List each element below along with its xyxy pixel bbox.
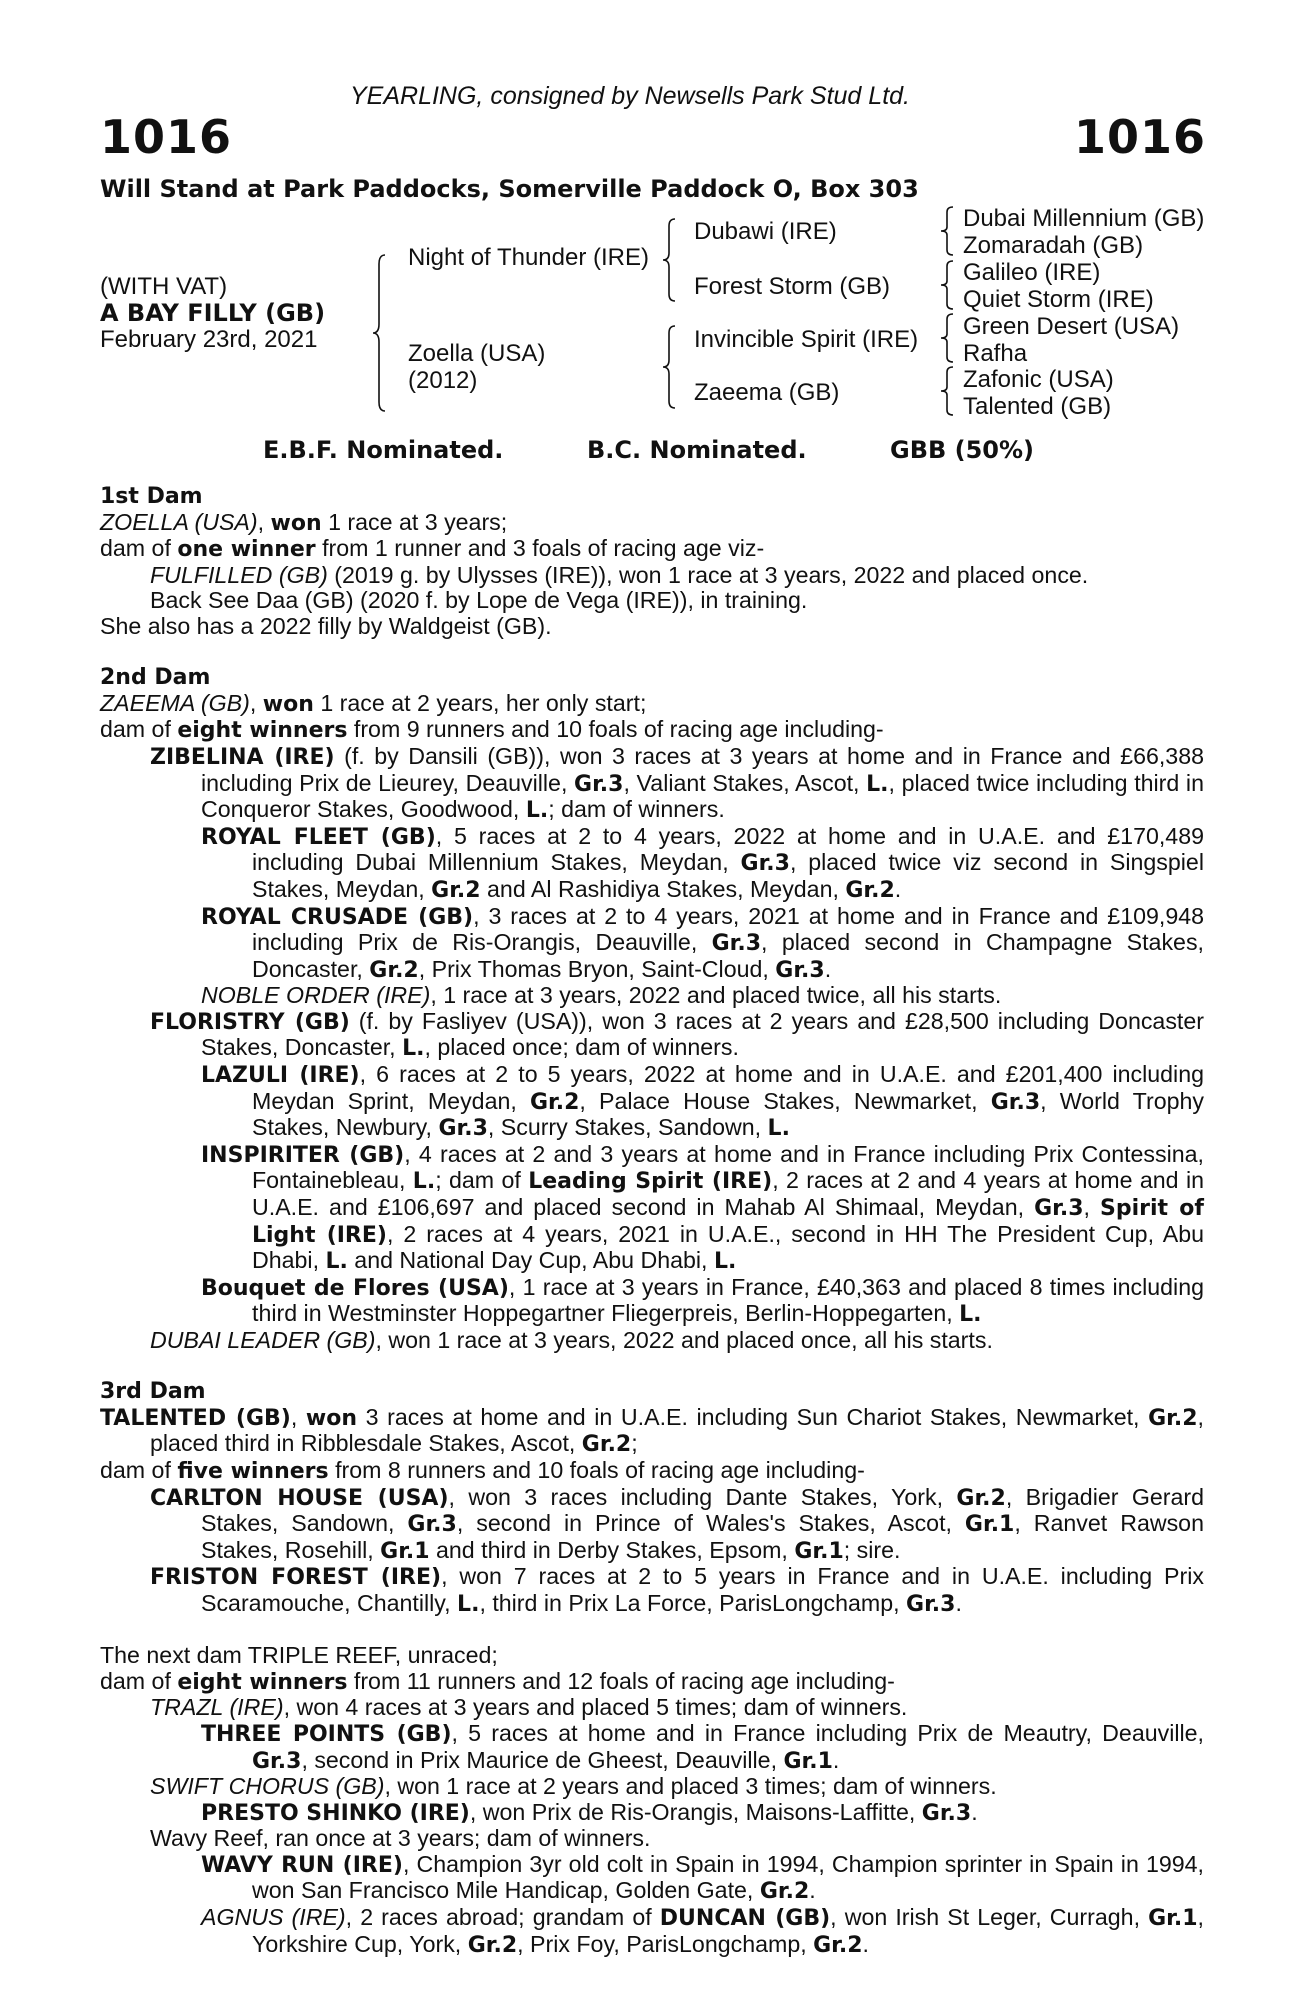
lot-name: A BAY FILLY (GB) bbox=[100, 299, 326, 327]
foaling-date: February 23rd, 2021 bbox=[100, 326, 318, 353]
ebf-nomination: E.B.F. Nominated. bbox=[263, 436, 504, 464]
grade: Gr.2 bbox=[467, 1932, 518, 1958]
dam-sire: Invincible Spirit (IRE) bbox=[694, 326, 919, 353]
text: ; bbox=[631, 1430, 638, 1457]
grade: Gr.3 bbox=[740, 851, 790, 877]
brace-g1 bbox=[940, 206, 954, 256]
horse-name: FULFILLED (GB) bbox=[150, 561, 328, 588]
text: , 1 race at 3 years, 2022 and placed twice, all his starts. bbox=[430, 982, 1002, 1009]
first-dam-section bbox=[100, 484, 1204, 640]
text: , second in Prince of Wales's Stakes, Ascot, bbox=[456, 1510, 965, 1537]
consignor-line: YEARLING, consigned by Newsells Park Stud Ltd. bbox=[350, 82, 910, 110]
text: , won 1 race at 3 years, 2022 and placed once, all his starts. bbox=[375, 1327, 993, 1353]
text: dam of bbox=[100, 1456, 178, 1483]
grade: Gr.2 bbox=[1148, 1405, 1198, 1431]
won-label: won bbox=[262, 691, 314, 717]
produce-summary bbox=[100, 1669, 1204, 1696]
produce-entry bbox=[100, 744, 1204, 824]
text: , placed second in Champagne Stakes, Doncaster, bbox=[252, 929, 1204, 982]
brace-g3 bbox=[940, 313, 954, 363]
produce-entry bbox=[100, 1800, 1204, 1827]
horse-name: WAVY RUN (IRE) bbox=[201, 1852, 403, 1878]
horse-name: ROYAL CRUSADE (GB) bbox=[201, 904, 474, 930]
text: , won 3 races including Dante Stakes, York, bbox=[448, 1483, 957, 1510]
text: . bbox=[832, 1746, 840, 1773]
horse-name: AGNUS (IRE) bbox=[201, 1904, 346, 1931]
grade: L. bbox=[457, 1591, 480, 1617]
grade: Gr.2 bbox=[369, 957, 419, 983]
winners-count: one winner bbox=[177, 537, 316, 563]
text: and Al Rashidiya Stakes, Meydan, bbox=[480, 875, 846, 902]
brace-dam bbox=[662, 325, 676, 409]
text: (f. by Fasliyev (USA)), won 3 races at 2 years and £28,500 including Doncaster Stakes, Doncaster, bbox=[201, 1007, 1204, 1061]
text: , bbox=[290, 1403, 306, 1430]
text: from 1 runner and 3 foals of racing age viz- bbox=[315, 535, 765, 562]
grade: Gr.2 bbox=[956, 1485, 1006, 1511]
grade: Gr.3 bbox=[990, 1089, 1041, 1115]
fourth-dam-section bbox=[100, 1643, 1204, 1958]
text: , Ranvet Rawson Stakes, Rosehill, bbox=[201, 1510, 1204, 1563]
text: , 4 races at 2 and 3 years at home and in France including Prix Contessina, Fontainebleau, bbox=[252, 1140, 1204, 1194]
produce-entry bbox=[100, 824, 1204, 904]
gp-3: Galileo (IRE) bbox=[963, 259, 1101, 286]
text: . bbox=[809, 1877, 816, 1904]
produce-entry bbox=[100, 1852, 1204, 1905]
text: , Palace House Stakes, Newmarket, bbox=[579, 1087, 991, 1114]
grade: Gr.1 bbox=[794, 1538, 844, 1564]
produce-entry bbox=[100, 1142, 1204, 1275]
text: , 6 races at 2 to 5 years, 2022 at home and in U.A.E. and £201,400 including Meydan Sprint, Meydan, bbox=[252, 1061, 1204, 1114]
horse-name: ZAEEMA (GB) bbox=[100, 689, 250, 716]
text: , Brigadier Gerard Stakes, Sandown, bbox=[201, 1483, 1205, 1537]
text: , placed twice viz second in Singspiel Stakes, Meydan, bbox=[252, 849, 1204, 902]
section-heading: 3rd Dam bbox=[100, 1379, 206, 1405]
grade: Gr.1 bbox=[1148, 1906, 1198, 1932]
record-text: 1 race at 3 years; bbox=[321, 508, 508, 535]
produce-entry: Back See Daa (GB) (2020 f. by Lope de Vega (IRE)), in training. bbox=[150, 587, 808, 614]
grade: Gr.2 bbox=[581, 1432, 632, 1458]
text: , Champion 3yr old colt in Spain in 1994, Champion sprinter in Spain in 1994, won San Francisco Mile Handicap, Golden Gate, bbox=[252, 1850, 1204, 1904]
grade: Gr.2 bbox=[845, 877, 895, 903]
dam-record: ZAEEMA (GB), won 1 race at 2 years, her only start; bbox=[100, 689, 647, 717]
dam-dam: Zaeema (GB) bbox=[694, 379, 840, 406]
gp-5: Green Desert (USA) bbox=[963, 313, 1180, 340]
produce-entry bbox=[100, 1695, 1204, 1721]
text: . bbox=[971, 1798, 978, 1825]
text: , won Prix de Ris-Orangis, Maisons-Laffitte, bbox=[469, 1798, 922, 1825]
gp-4: Quiet Storm (IRE) bbox=[963, 286, 1154, 313]
dam: Zoella (USA) bbox=[408, 340, 546, 367]
text: , World Trophy Stakes, Newbury, bbox=[252, 1087, 1204, 1141]
horse-name: ROYAL FLEET (GB) bbox=[201, 824, 436, 850]
produce-entry bbox=[100, 563, 1204, 589]
vat-note: (WITH VAT) bbox=[100, 273, 228, 300]
text: dam of bbox=[100, 716, 178, 743]
horse-name: Bouquet de Flores (USA) bbox=[201, 1275, 509, 1301]
text: , 3 races at 2 to 4 years, 2021 at home and in France and £109,948 including Prix de Ris-Orangis, Deauville, bbox=[252, 902, 1205, 956]
produce-entry bbox=[100, 1564, 1204, 1617]
grade: L. bbox=[959, 1302, 982, 1328]
grade: Gr.3 bbox=[921, 1800, 972, 1826]
grade: L. bbox=[412, 1169, 436, 1195]
brace-sire bbox=[662, 218, 676, 302]
produce-entry bbox=[100, 1009, 1204, 1062]
text: from 8 runners and 10 foals of racing age including- bbox=[328, 1456, 865, 1483]
third-dam-section bbox=[100, 1379, 1204, 1617]
gp-2: Zomaradah (GB) bbox=[963, 232, 1144, 259]
text: , third in Prix La Force, ParisLongchamp, bbox=[479, 1589, 907, 1616]
horse-name: NOBLE ORDER (IRE) bbox=[201, 982, 431, 1009]
produce-entry bbox=[100, 983, 1204, 1009]
winners-count: eight winners bbox=[177, 1669, 348, 1695]
grade: Gr.3 bbox=[711, 931, 762, 957]
text: , 2 races abroad; grandam of bbox=[345, 1904, 660, 1931]
dam-record: ZOELLA (USA), won 1 race at 3 years; bbox=[100, 508, 508, 536]
horse-name: DUNCAN (GB) bbox=[659, 1906, 831, 1932]
horse-name: ZIBELINA (IRE) bbox=[150, 744, 335, 770]
stand-location: Will Stand at Park Paddocks, Somerville Paddock O, Box 303 bbox=[100, 175, 919, 203]
grade: Gr.3 bbox=[252, 1748, 302, 1774]
horse-name: SWIFT CHORUS (GB) bbox=[150, 1773, 385, 1800]
text: from 11 runners and 12 foals of racing age including- bbox=[347, 1667, 895, 1694]
text: ; dam of winners. bbox=[548, 796, 725, 823]
grade: Gr.2 bbox=[759, 1879, 810, 1905]
record-text: 1 race at 2 years, her only start; bbox=[313, 689, 647, 716]
text: , won 7 races at 2 to 5 years in France and in U.A.E. including Prix Scaramouche, Chantilly, bbox=[201, 1563, 1204, 1616]
produce-entry bbox=[100, 1774, 1204, 1800]
grade: Gr.2 bbox=[529, 1089, 580, 1115]
bc-nomination: B.C. Nominated. bbox=[587, 436, 807, 464]
won-label: won bbox=[270, 510, 322, 536]
produce-entry bbox=[100, 1485, 1204, 1565]
sire-dam: Forest Storm (GB) bbox=[694, 273, 891, 300]
text: , won Irish St Leger, Curragh, bbox=[830, 1904, 1149, 1931]
second-dam-section bbox=[100, 665, 1204, 1353]
text: , Yorkshire Cup, York, bbox=[252, 1904, 1204, 1957]
grade: Gr.3 bbox=[775, 957, 825, 983]
grade: Gr.3 bbox=[438, 1116, 488, 1142]
text: , 2 races at 2 and 4 years at home and in U.A.E. and £106,697 and placed second in Mahab Al Shimaal, Meydan, bbox=[252, 1167, 1205, 1221]
produce-summary bbox=[100, 536, 1204, 563]
text: , won 4 races at 3 years and placed 5 times; dam of winners. bbox=[283, 1694, 908, 1721]
section-heading: 1st Dam bbox=[100, 484, 203, 509]
grade: Gr.1 bbox=[380, 1538, 430, 1564]
brace-g2 bbox=[940, 260, 954, 310]
text: , bbox=[1083, 1194, 1100, 1221]
text: , 1 race at 3 years in France, £40,363 and placed 8 times including third in Westminster Hoppegartner Fliegerpreis, Berlin-Hoppegarten, bbox=[252, 1273, 1204, 1327]
produce-entry bbox=[100, 1328, 1204, 1354]
text: dam of bbox=[100, 1667, 178, 1694]
text: . bbox=[862, 1930, 869, 1957]
lot-number-right: 1016 bbox=[1073, 110, 1206, 164]
dam-record: The next dam TRIPLE REEF, unraced; bbox=[100, 1642, 498, 1669]
text: ; sire. bbox=[843, 1536, 901, 1563]
produce-entry bbox=[100, 1062, 1204, 1142]
horse-name: LAZULI (IRE) bbox=[201, 1063, 360, 1089]
produce-entry bbox=[100, 1275, 1204, 1328]
gp-1: Dubai Millennium (GB) bbox=[963, 205, 1205, 232]
text: from 9 runners and 10 foals of racing age including- bbox=[347, 716, 884, 743]
grade: Gr.3 bbox=[906, 1591, 956, 1617]
text: . bbox=[894, 875, 902, 902]
gp-7: Zafonic (USA) bbox=[963, 366, 1114, 393]
grade: Gr.3 bbox=[574, 771, 624, 797]
horse-name: Spirit of Light (IRE) bbox=[252, 1196, 1204, 1248]
grade: Gr.2 bbox=[431, 877, 481, 903]
dam-record bbox=[100, 1405, 1204, 1458]
record-text: (2019 g. by Ulysses (IRE)), won 1 race at 3 years, 2022 and placed once. bbox=[327, 561, 1089, 588]
horse-name: THREE POINTS (GB) bbox=[201, 1721, 452, 1747]
text: , placed twice including third in Conqueror Stakes, Goodwood, bbox=[201, 769, 1204, 823]
brace-g4 bbox=[940, 366, 954, 416]
text: , placed third in Ribblesdale Stakes, Ascot, bbox=[150, 1403, 1204, 1457]
text: , Prix Thomas Bryon, Saint-Cloud, bbox=[418, 955, 776, 982]
brace-main bbox=[372, 254, 386, 412]
gp-6: Rafha bbox=[963, 340, 1028, 367]
produce-note: She also has a 2022 filly by Waldgeist (GB). bbox=[100, 612, 552, 639]
horse-name: DUBAI LEADER (GB) bbox=[150, 1327, 376, 1353]
lot-number-left: 1016 bbox=[100, 110, 233, 164]
text: , Valiant Stakes, Ascot, bbox=[623, 769, 867, 796]
won-label: won bbox=[305, 1405, 358, 1431]
grade: L. bbox=[767, 1116, 790, 1142]
text: dam of bbox=[100, 535, 178, 562]
text: ; dam of bbox=[435, 1167, 529, 1194]
grade: Gr.2 bbox=[813, 1932, 863, 1958]
text: and third in Derby Stakes, Epsom, bbox=[429, 1536, 795, 1563]
gp-8: Talented (GB) bbox=[963, 393, 1112, 420]
winners-count: eight winners bbox=[177, 718, 348, 744]
text: , second in Prix Maurice de Gheest, Deauville, bbox=[301, 1746, 784, 1773]
grade: Gr.3 bbox=[407, 1512, 457, 1538]
produce-entry bbox=[100, 1905, 1204, 1958]
text: , Scurry Stakes, Sandown, bbox=[487, 1114, 768, 1141]
text: , 5 races at 2 to 4 years, 2022 at home and in U.A.E. and £170,489 including Dubai Millennium Stakes, Meydan, bbox=[252, 822, 1204, 876]
horse-name: INSPIRITER (GB) bbox=[201, 1142, 405, 1168]
horse-name: ZOELLA (USA) bbox=[100, 508, 258, 535]
horse-name: TRAZL (IRE) bbox=[150, 1694, 284, 1721]
text: 3 races at home and in U.A.E. including Sun Chariot Stakes, Newmarket, bbox=[357, 1403, 1149, 1430]
horse-name: Leading Spirit (IRE) bbox=[528, 1169, 773, 1195]
text: , placed once; dam of winners. bbox=[424, 1034, 739, 1061]
text: (f. by Dansili (GB)), won 3 races at 3 years at home and in France and £66,388 including Prix de Lieurey, Deauville, bbox=[201, 742, 1204, 796]
grade: L. bbox=[713, 1249, 737, 1275]
text: , 2 races at 4 years, 2021 in U.A.E., second in HH The President Cup, Abu Dhabi, bbox=[252, 1220, 1204, 1274]
horse-name: FLORISTRY (GB) bbox=[150, 1009, 350, 1035]
grade: L. bbox=[866, 771, 889, 797]
gbb-status: GBB (50%) bbox=[890, 436, 1035, 464]
produce-summary bbox=[100, 1458, 1204, 1485]
produce-entry bbox=[100, 1721, 1204, 1774]
text: and National Day Cup, Abu Dhabi, bbox=[347, 1247, 714, 1274]
grade: L. bbox=[525, 798, 549, 824]
grade: Gr.3 bbox=[1034, 1196, 1084, 1222]
text: . bbox=[955, 1589, 962, 1616]
grade: L. bbox=[402, 1036, 425, 1062]
grade: Gr.1 bbox=[964, 1512, 1015, 1538]
section-heading: 2nd Dam bbox=[100, 665, 211, 691]
sire: Night of Thunder (IRE) bbox=[408, 244, 649, 271]
produce-entry bbox=[100, 904, 1204, 984]
winners-count: five winners bbox=[177, 1458, 329, 1484]
horse-name: CARLTON HOUSE (USA) bbox=[150, 1485, 449, 1511]
produce-entry: Wavy Reef, ran once at 3 years; dam of winners. bbox=[150, 1825, 651, 1852]
produce-summary bbox=[100, 717, 1204, 744]
grade: L. bbox=[325, 1249, 348, 1275]
text: . bbox=[824, 955, 832, 982]
grade: Gr.1 bbox=[783, 1748, 833, 1774]
horse-name: TALENTED (GB) bbox=[100, 1405, 291, 1431]
text: , 5 races at home and in France including Prix de Meautry, Deauville, bbox=[451, 1719, 1205, 1746]
horse-name: FRISTON FOREST (IRE) bbox=[150, 1565, 442, 1591]
text: , won 1 race at 2 years and placed 3 times; dam of winners. bbox=[384, 1773, 997, 1800]
catalogue-body bbox=[100, 484, 1204, 1958]
horse-name: PRESTO SHINKO (IRE) bbox=[201, 1800, 470, 1826]
sire-sire: Dubawi (IRE) bbox=[694, 218, 837, 245]
text: , Prix Foy, ParisLongchamp, bbox=[517, 1930, 814, 1957]
dam-year: (2012) bbox=[408, 367, 478, 394]
